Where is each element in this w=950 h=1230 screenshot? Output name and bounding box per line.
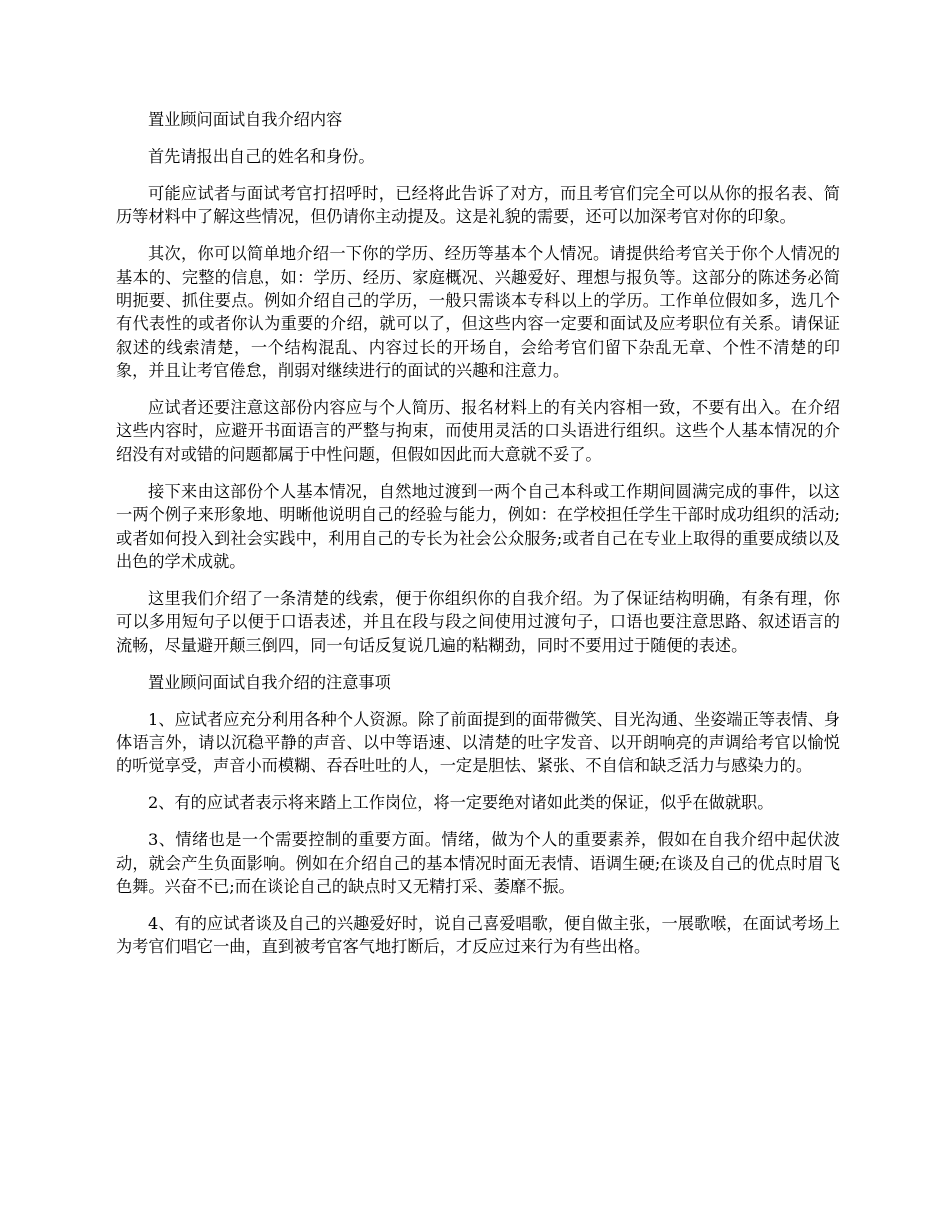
list-item-2: 2、有的应试者表示将来踏上工作岗位，将一定要绝对诸如此类的保证，似乎在做就职。 [148, 793, 774, 813]
paragraph-2: 可能应试者与面试考官打招呼时，已经将此告诉了对方，而且考官们完全可以从你的报名表、简历等材料中了解这些情况，但仍请你主动提及。这是礼貌的需要，还可以加深考官对你的印象。 [116, 183, 840, 227]
paragraph-6: 这里我们介绍了一条清楚的线索，便于你组织你的自我介绍。为了保证结构明确，有条有理，你可以多用短句子以便于口语表述，并且在段与段之间使用过渡句子，口语也要注意思路、叙述语言的流畅，尽量避开颠三倒四，同一句话反复说几遍的粘糊劲，同时不要用过于随便的表述。 [116, 588, 840, 655]
document-page [116, 108, 840, 972]
document-title: 置业顾问面试自我介绍内容 [148, 110, 343, 129]
paragraph-1: 首先请报出自己的姓名和身份。 [148, 146, 375, 166]
list-item-4: 4、有的应试者谈及自己的兴趣爱好时，说自己喜爱唱歌，便自做主张，一展歌喉，在面试考场上为考官们唱它一曲，直到被考官客气地打断后，才反应过来行为有些出格。 [116, 913, 840, 957]
paragraph-4: 应试者还要注意这部份内容应与个人简历、报名材料上的有关内容相一致，不要有出入。在介绍这些内容时，应避开书面语言的严整与拘束，而使用灵活的口头语进行组织。这些个人基本情况的介绍没有对或错的问题都属于中性问题，但假如因此而大意就不妥了。 [116, 398, 840, 464]
list-item-1: 1、应试者应充分利用各种个人资源。除了前面提到的面带微笑、目光沟通、坐姿端正等表情、身体语言外，请以沉稳平静的声音、以中等语速、以清楚的吐字发音、以开朗响亮的声调给考官以愉悦的听觉享受，声音小而模糊、吞吞吐吐的人，一定是胆怯、紧张、不自信和缺乏活力与感染力的。 [116, 709, 840, 776]
section-title: 置业顾问面试自我介绍的注意事项 [148, 672, 391, 692]
paragraph-3: 其次，你可以简单地介绍一下你的学历、经历等基本个人情况。请提供给考官关于你个人情况的基本的、完整的信息，如：学历、经历、家庭概况、兴趣爱好、理想与报负等。这部分的陈述务必简明扼要、抓住要点。例如介绍自己的学历，一般只需谈本专科以上的学历。工作单位假如多，选几个有代表性的或者你认为重要的介绍，就可以了，但这些内容一定要和面试及应考职位有关系。请保证叙述的线索清楚，一个结构混乱、内容过长的开场自，会给考官们留下杂乱无章、个性不清楚的印象，并且让考官倦怠，削弱对继续进行的面试的兴趣和注意力。 [116, 244, 840, 381]
list-item-3: 3、情绪也是一个需要控制的重要方面。情绪，做为个人的重要素养，假如在自我介绍中起伏波动，就会产生负面影响。例如在介绍自己的基本情况时面无表情、语调生硬;在谈及自己的优点时眉飞色舞。兴奋不已;而在谈论自己的缺点时又无精打采、萎靡不振。 [116, 830, 840, 896]
paragraph-5: 接下来由这部份个人基本情况，自然地过渡到一两个自己本科或工作期间圆满完成的事件，以这一两个例子来形象地、明晰他说明自己的经验与能力，例如：在学校担任学生干部时成功组织的活动;或者如何投入到社会实践中，利用自己的专长为社会公众服务;或者自己在专业上取得的重要成绩以及出色的学术成就。 [116, 481, 840, 571]
